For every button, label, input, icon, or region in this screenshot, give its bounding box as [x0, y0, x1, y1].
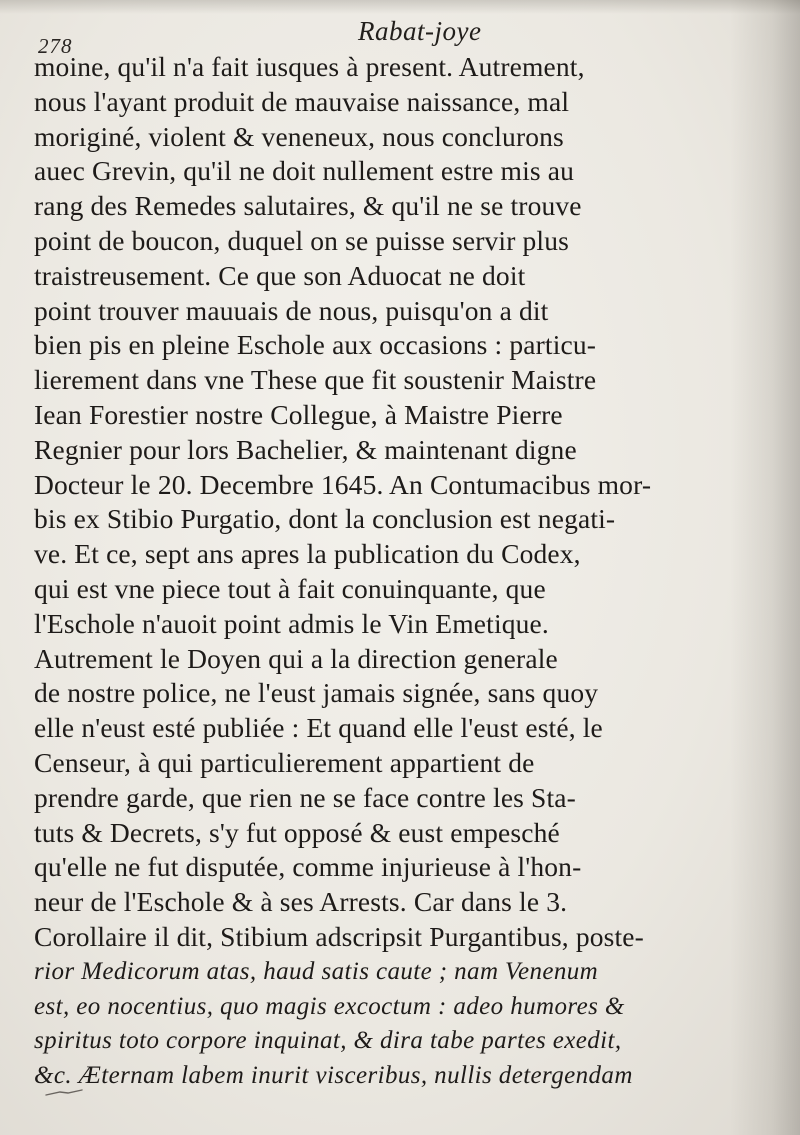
text-line-italic: &c. Æternam labem inurit visceribus, nullis detergendam	[34, 1062, 633, 1090]
body-text	[34, 50, 754, 1094]
text-line: bis ex Stibio Purgatio, dont la conclusion est negati-	[34, 503, 616, 535]
text-line: elle n'eust esté publiée : Et quand elle l'eust esté, le	[34, 712, 603, 744]
page-header	[38, 14, 738, 58]
page-number: 278	[38, 34, 73, 58]
running-title: Rabat-joye	[358, 16, 482, 46]
text-line: Docteur le 20. Decembre 1645. An Contumacibus mor-	[34, 468, 652, 500]
text-line: Regnier pour lors Bachelier, & maintenant digne	[34, 433, 577, 465]
text-line: moine, qu'il n'a fait iusques à present. Autrement,	[34, 51, 585, 82]
text-line: prendre garde, que rien ne se face contre les Sta-	[34, 781, 576, 813]
text-line: qu'elle ne fut disputée, comme injurieuse à l'hon-	[34, 851, 582, 883]
text-line-italic: est, eo nocentius, quo magis excoctum : adeo humores &	[34, 992, 625, 1020]
text-line: Iean Forestier nostre Collegue, à Maistre Pierre	[34, 398, 563, 430]
text-line: Autrement le Doyen qui a la direction generale	[34, 642, 558, 674]
text-line: point de boucon, duquel on se puisse servir plus	[34, 224, 569, 256]
text-line: lierement dans vne These que fit soustenir Maistre	[34, 364, 597, 396]
text-line: point trouver mauuais de nous, puisqu'on a dit	[34, 294, 549, 326]
text-line: l'Eschole n'auoit point admis le Vin Emetique.	[34, 607, 549, 639]
text-line: Censeur, à qui particulierement appartient de	[34, 746, 535, 778]
text-line: auec Grevin, qu'il ne doit nullement estre mis au	[34, 155, 575, 187]
page-top-shadow	[0, 0, 800, 14]
text-line: tuts & Decrets, s'y fut opposé & eust empesché	[34, 816, 560, 848]
text-line: neur de l'Eschole & à ses Arrests. Car dans le 3.	[34, 886, 568, 918]
text-line: ve. Et ce, sept ans apres la publication du Codex,	[34, 538, 581, 570]
ink-stroke-mark	[44, 1088, 84, 1098]
text-line: qui est vne piece tout à fait conuinquante, que	[34, 572, 546, 604]
text-line: bien pis en pleine Eschole aux occasions : particu-	[34, 329, 597, 361]
text-line: nous l'ayant produit de mauvaise naissance, mal	[34, 85, 570, 117]
text-line: rang des Remedes salutaires, & qu'il ne se trouve	[34, 190, 582, 222]
text-line: traistreusement. Ce que son Aduocat ne doit	[34, 259, 526, 291]
text-line: de nostre police, ne l'eust jamais signée, sans quoy	[34, 677, 599, 709]
text-line: moriginé, violent & veneneux, nous conclurons	[34, 120, 564, 152]
text-line-italic: rior Medicorum atas, haud satis caute ; nam Venenum	[34, 957, 599, 985]
text-line-italic: spiritus toto corpore inquinat, & dira tabe partes exedit,	[34, 1027, 622, 1055]
text-line: Corollaire il dit, Stibium adscripsit Purgantibus, poste-	[34, 920, 644, 952]
